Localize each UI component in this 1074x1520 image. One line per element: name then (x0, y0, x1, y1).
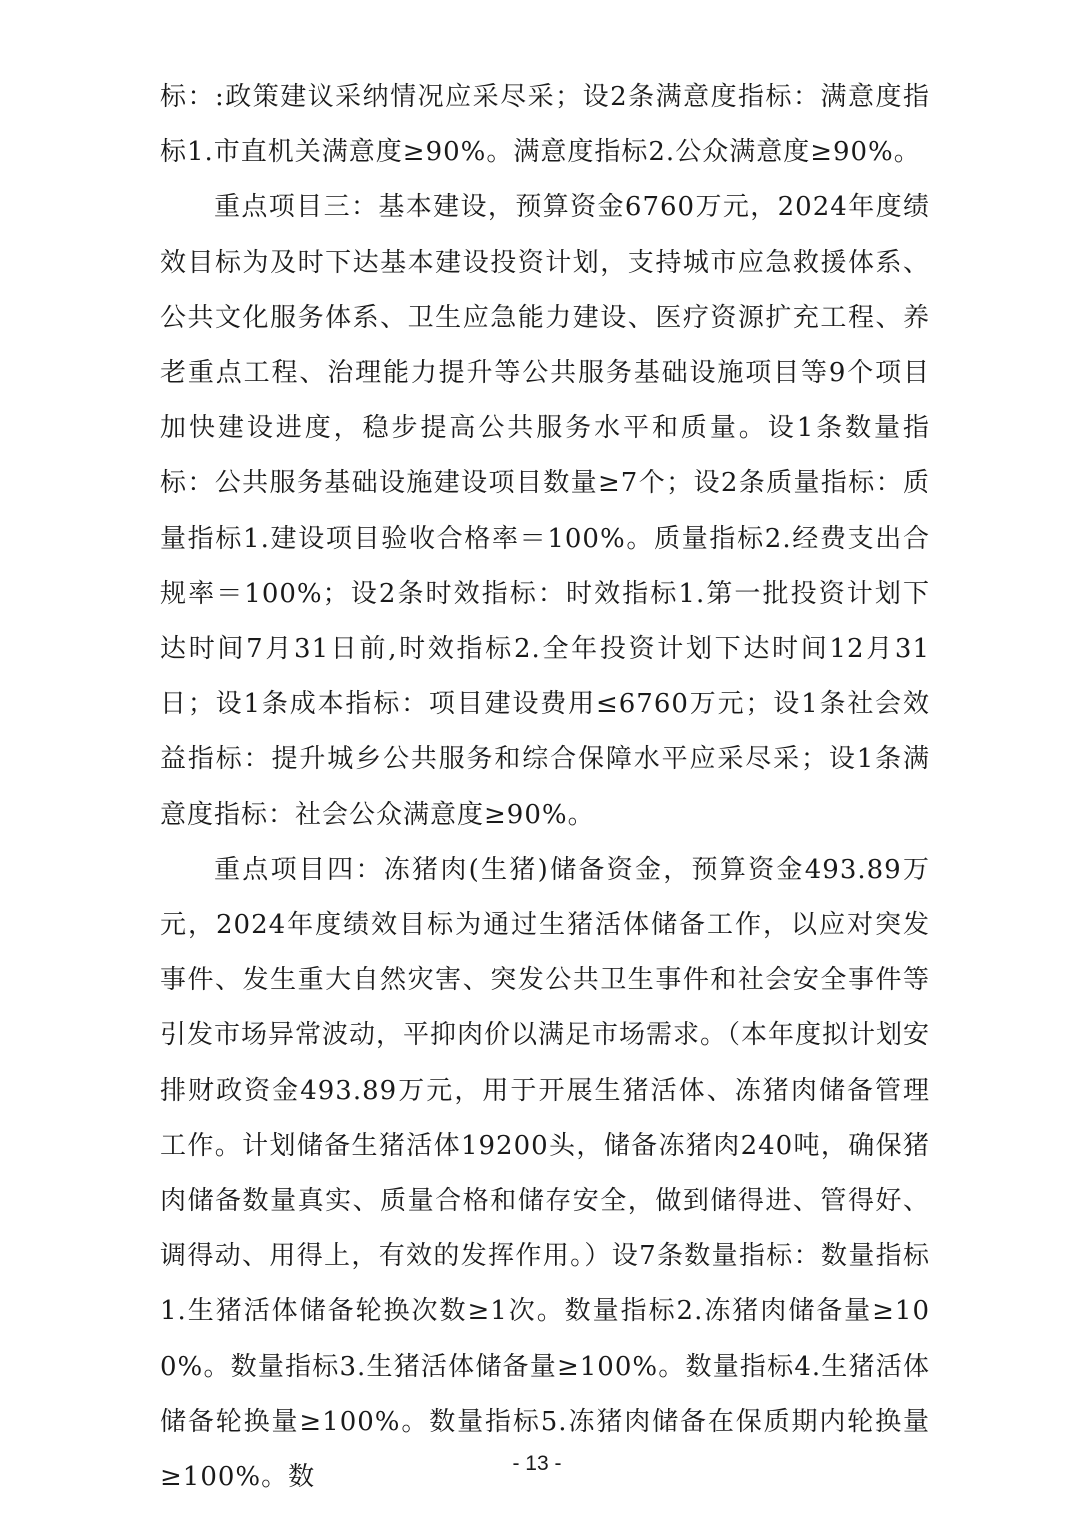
paragraph-key-project-three: 重点项目三：基本建设，预算资金6760万元，2024年度绩效目标为及时下达基本建设投资计划，支持城市应急救援体系、公共文化服务体系、卫生应急能力建设、医疗资源扩充工程、养老重点工程、治理能力提升等公共服务基础设施项目等9个项目加快建设进度，稳步提高公共服务水平和质量。设1条数量指标：公共服务基础设施建设项目数量≥7个；设2条质量指标：质量指标1.建设项目验收合格率＝100%。质量指标2.经费支出合规率＝100%；设2条时效指标：时效指标1.第一批投资计划下达时间7月31日前,时效指标2.全年投资计划下达时间12月31日；设1条成本指标：项目建设费用≤6760万元；设1条社会效益指标：提升城乡公共服务和综合保障水平应采尽采；设1条满意度指标：社会公众满意度≥90%。 (160, 192, 930, 830)
paragraph-continuation: 标：:政策建议采纳情况应采尽采；设2条满意度指标：满意度指标1.市直机关满意度≥90%。满意度指标2.公众满意度≥90%。 (160, 82, 930, 168)
paragraph-key-project-four: 重点项目四：冻猪肉(生猪)储备资金，预算资金493.89万元，2024年度绩效目标为通过生猪活体储备工作，以应对突发事件、发生重大自然灾害、突发公共卫生事件和社会安全事件等引发市场异常波动，平抑肉价以满足市场需求。（本年度拟计划安排财政资金493.89万元，用于开展生猪活体、冻猪肉储备管理工作。计划储备生猪活体19200头，储备冻猪肉240吨，确保猪肉储备数量真实、质量合格和储存安全，做到储得进、管得好、调得动、用得上，有效的发挥作用。）设7条数量指标：数量指标1.生猪活体储备轮换次数≥1次。数量指标2.冻猪肉储备量≥100%。数量指标3.生猪活体储备量≥100%。数量指标4.生猪活体储备轮换量≥100%。数量指标5.冻猪肉储备在保质期内轮换量≥100%。数 (160, 854, 931, 1493)
page-number: - 13 - (512, 1452, 562, 1475)
document-body (160, 70, 930, 1505)
